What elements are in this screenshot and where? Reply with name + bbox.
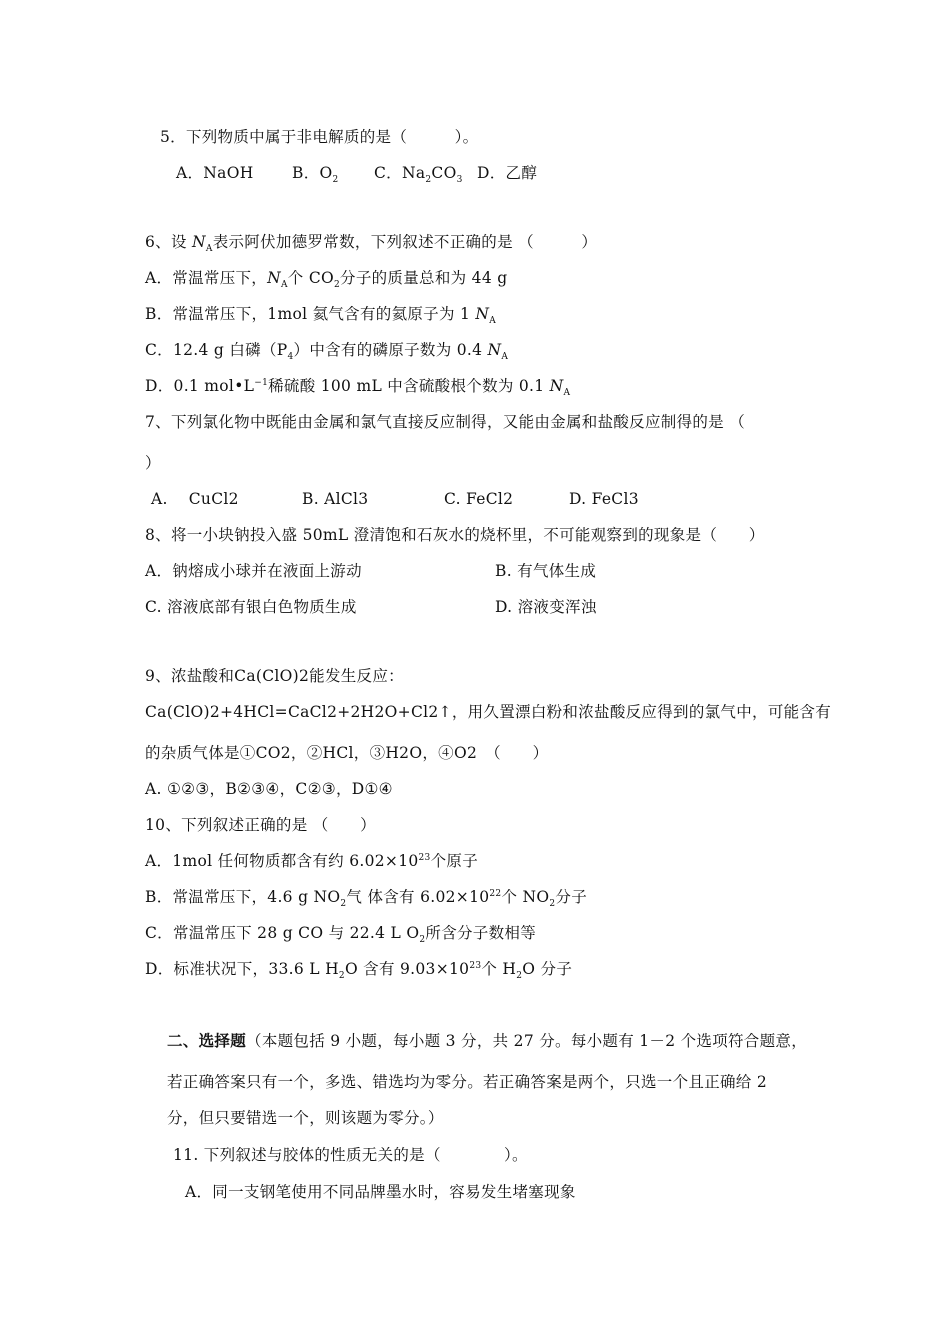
q6-stem: 6、设 $N_A$表示阿伏加德罗常数，下列叙述不正确的是 （ ） bbox=[145, 233, 598, 255]
q5-option-c: C．$Na_2CO_3$ bbox=[374, 164, 463, 186]
q9-line-3: 的杂质气体是①CO2，②HCl，③H2O，④O2 （ ） bbox=[145, 744, 549, 762]
q10-stem: 10、下列叙述正确的是 （ ） bbox=[145, 816, 376, 834]
q5-stem: 5．下列物质中属于非电解质的是（ ）。 bbox=[160, 128, 479, 146]
q7-option-c: C. FeCl2 bbox=[444, 490, 514, 508]
q5-option-a: A．NaOH bbox=[176, 164, 254, 182]
q7-stem-cont: ） bbox=[145, 454, 161, 472]
q6-option-b: B．常温常压下，1mol 氦气含有的氦原子为 1 $N_A$ bbox=[145, 305, 497, 327]
q9-line-2: Ca(ClO)2+4HCl=CaCl2+2H2O+Cl2↑，用久置漂白粉和浓盐酸反应得到的氯气中，可能含有 bbox=[145, 703, 832, 721]
q7-option-b: B. AlCl3 bbox=[302, 490, 369, 508]
q5-option-b: B．$O_2$ bbox=[292, 164, 339, 186]
q6-option-c: C．12.4 g 白磷$(P_4)$中含有的磷原子数为 0.4 $N_A$ bbox=[145, 341, 509, 363]
q7-stem: 7、下列氯化物中既能由金属和氯气直接反应制得，又能由金属和盐酸反应制得的是 （ bbox=[145, 413, 745, 431]
q10-option-d: D．标准状况下，33.6 L $H_2O$ 含有 $9.03\times 10^{23}$个 $H_2O$ 分子 bbox=[145, 960, 573, 982]
q8-option-b: B. 有气体生成 bbox=[495, 562, 597, 580]
q8-option-a: A．钠熔成小球并在液面上游动 bbox=[145, 562, 362, 580]
q9-line-1: 9、浓盐酸和Ca(ClO)2能发生反应： bbox=[145, 667, 404, 685]
section2-intro: 二、选择题（本题包括 9 小题，每小题 3 分，共 27 分。每小题有 1－2 个选项符合题意， bbox=[167, 1031, 808, 1050]
q8-option-c: C. 溶液底部有银白色物质生成 bbox=[145, 598, 357, 616]
q7-option-a: A. CuCl2 bbox=[151, 490, 239, 508]
q6-option-d: D．0.1 $mol•L^{-1}$稀硫酸 100 mL 中含硫酸根个数为 0.1 $N_A$ bbox=[145, 377, 571, 399]
section2-line-3: 分，但只要错选一个，则该题为零分。） bbox=[167, 1109, 444, 1127]
q8-stem: 8、将一小块钠投入盛 50mL 澄清饱和石灰水的烧杯里，不可能观察到的现象是（ ） bbox=[145, 526, 765, 544]
q6-option-a: A．常温常压下，$N_A$个 $CO_2$分子的质量总和为 44 g bbox=[145, 269, 508, 291]
q8-option-d: D. 溶液变浑浊 bbox=[495, 598, 597, 616]
q5-option-d: D．乙醇 bbox=[477, 164, 538, 182]
q11-option-a: A．同一支钢笔使用不同品牌墨水时，容易发生堵塞现象 bbox=[185, 1183, 576, 1201]
section2-heading: 二、选择题 bbox=[167, 1031, 247, 1050]
section2-line-2: 若正确答案只有一个，多选、错选均为零分。若正确答案是两个，只选一个且正确给 2 bbox=[167, 1073, 767, 1091]
q10-option-b: B．常温常压下，4.6 g $NO_2$气 体含有 $6.02\times 10^{22}$个 $NO_2$分子 bbox=[145, 888, 588, 910]
q11-stem: 11. 下列叙述与胶体的性质无关的是（ ）。 bbox=[173, 1146, 528, 1164]
q10-option-a: A．1mol 任何物质都含有约 $6.02\times 10^{23}$个原子 bbox=[145, 852, 478, 870]
q10-option-c: C．常温常压下 28 g CO 与 22.4 L $O_2$所含分子数相等 bbox=[145, 924, 537, 946]
q7-option-d: D. FeCl3 bbox=[569, 490, 639, 508]
q9-options: A. ①②③，B②③④，C②③，D①④ bbox=[145, 780, 393, 798]
